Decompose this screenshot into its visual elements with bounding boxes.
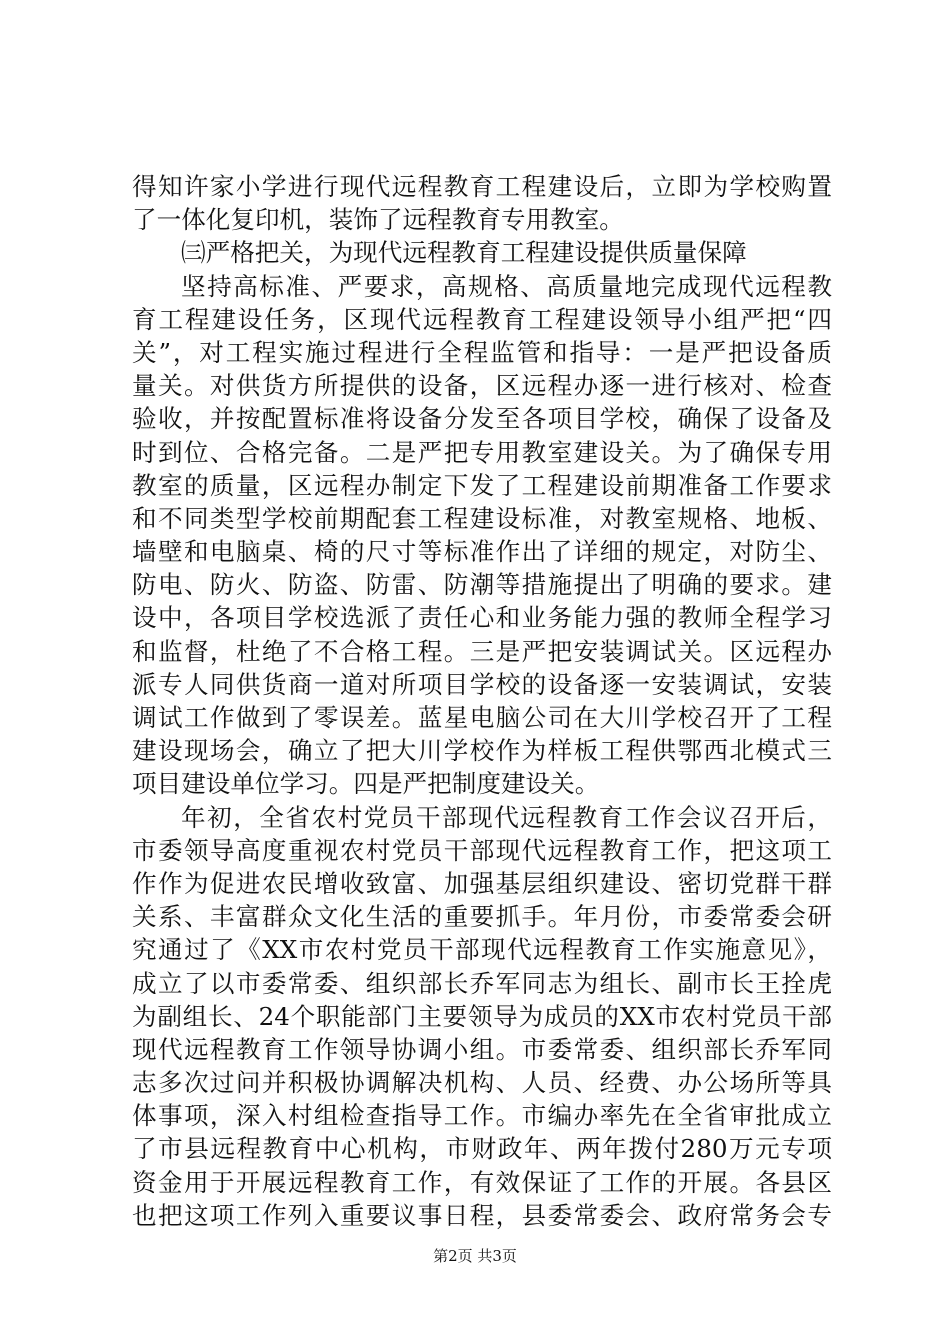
text-line: 究通过了《XX市农村党员干部现代远程教育工作实施意见》，	[132, 935, 832, 965]
text-line: 时到位、合格完备。二是严把专用教室建设关。为了确保专用	[132, 437, 832, 467]
text-line: 坚持高标准、严要求，高规格、高质量地完成现代远程教	[181, 271, 832, 301]
paragraph	[132, 170, 832, 236]
text-line: 了一体化复印机，装饰了远程教育专用教室。	[132, 205, 624, 235]
text-line: 量关。对供货方所提供的设备，区远程办逐一进行核对、检查	[132, 371, 832, 401]
text-line: 关系、丰富群众文化生活的重要抓手。年月份，市委常委会研	[132, 902, 832, 932]
page-number: 第2页 共3页	[433, 1247, 517, 1265]
text-line: 现代远程教育工作领导协调小组。市委常委、组织部长乔军同	[132, 1034, 832, 1064]
text-line: 作作为促进农民增收致富、加强基层组织建设、密切党群干群	[132, 868, 832, 898]
page-footer	[0, 1246, 950, 1266]
text-line: 调试工作做到了零误差。蓝星电脑公司在大川学校召开了工程	[132, 703, 832, 732]
paragraph	[132, 801, 832, 1232]
text-line: 关”，对工程实施过程进行全程监管和指导：一是严把设备质	[132, 337, 832, 367]
text-line: 也把这项工作列入重要议事日程，县委常委会、政府常务会专	[132, 1200, 832, 1230]
text-line: 得知许家小学进行现代远程教育工程建设后，立即为学校购置	[132, 172, 832, 201]
text-line: 和监督，杜绝了不合格工程。三是严把安装调试关。区远程办	[132, 636, 832, 666]
paragraph	[132, 270, 832, 801]
text-line: 设中，各项目学校选派了责任心和业务能力强的教师全程学习	[132, 603, 832, 633]
paragraph	[132, 236, 832, 269]
text-line: 教室的质量，区远程办制定下发了工程建设前期准备工作要求	[132, 470, 832, 500]
text-line: 市委领导高度重视农村党员干部现代远程教育工作，把这项工	[132, 835, 832, 865]
text-line: 建设现场会，确立了把大川学校作为样板工程供鄂西北模式三	[132, 736, 832, 766]
document-body	[132, 170, 832, 1232]
text-line: 项目建设单位学习。四是严把制度建设关。	[132, 769, 600, 799]
text-line: 年初，全省农村党员干部现代远程教育工作会议召开后，	[181, 802, 832, 832]
text-line: 成立了以市委常委、组织部长乔军同志为组长、副市长王拴虎	[132, 968, 832, 998]
text-line: 体事项，深入村组检查指导工作。市编办率先在全省审批成立	[132, 1101, 832, 1131]
text-line: 防电、防火、防盗、防雷、防潮等措施提出了明确的要求。建	[132, 570, 832, 600]
text-line: 验收，并按配置标准将设备分发至各项目学校，确保了设备及	[132, 404, 832, 434]
text-line: 志多次过问并积极协调解决机构、人员、经费、办公场所等具	[132, 1068, 832, 1098]
text-line: 墙壁和电脑桌、椅的尺寸等标准作出了详细的规定，对防尘、	[132, 537, 832, 567]
text-line: 资金用于开展远程教育工作，有效保证了工作的开展。各县区	[132, 1167, 832, 1197]
text-line: 育工程建设任务，区现代远程教育工程建设领导小组严把“四	[132, 304, 832, 334]
text-line: 派专人同供货商一道对所项目学校的设备逐一安装调试，安装	[132, 669, 832, 699]
text-line: 和不同类型学校前期配套工程建设标准，对教室规格、地板、	[132, 503, 832, 533]
text-line: 了市县远程教育中心机构，市财政年、两年拨付280万元专项	[132, 1134, 832, 1164]
text-line: ㈢严格把关，为现代远程教育工程建设提供质量保障	[181, 238, 747, 268]
text-line: 为副组长、24个职能部门主要领导为成员的XX市农村党员干部	[132, 1001, 832, 1031]
